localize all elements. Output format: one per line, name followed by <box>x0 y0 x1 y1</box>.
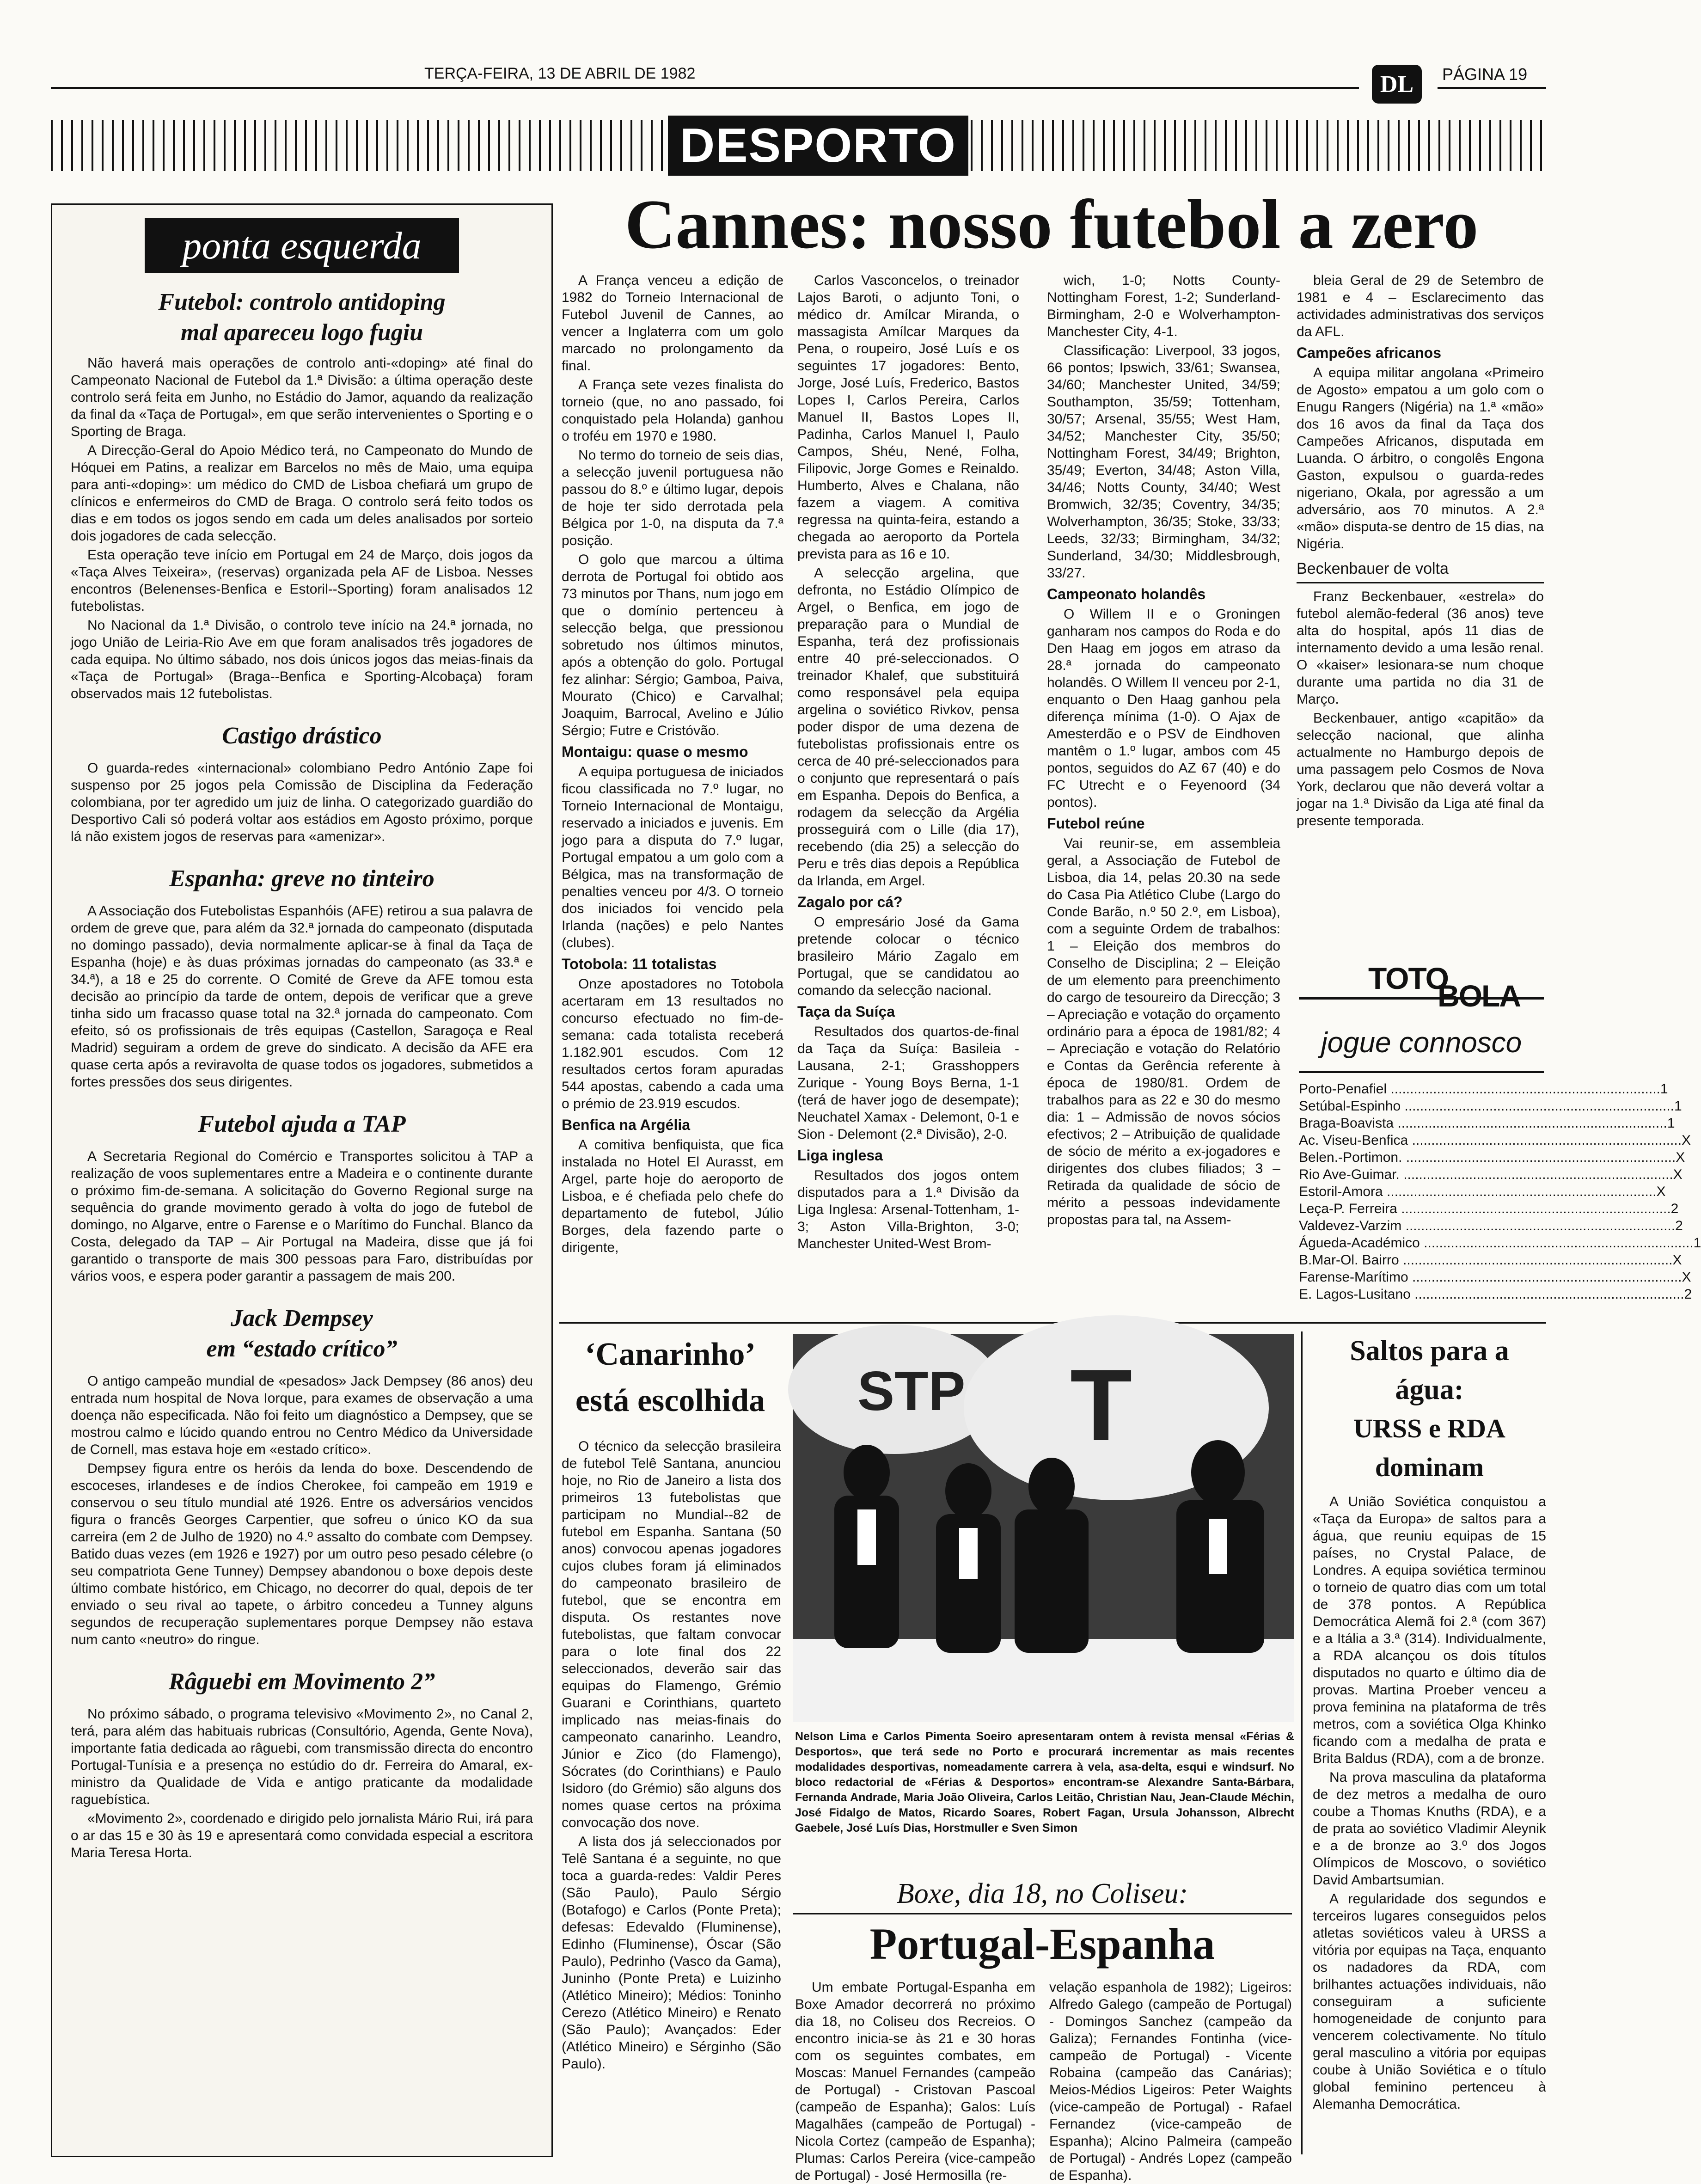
paragraph: Onze apostadores no Totobola acertaram em 13 resultados no concurso efectuado no fim-de-semana: cada totalista receberá 1.182.901 escudos. Com 12 resultados certos foram apuradas 544 apostas, cabendo a cada uma o prémio de 23.919 escudos. <box>562 976 783 1111</box>
saltos-head-3: dominam <box>1375 1452 1484 1482</box>
paragraph: Dempsey figura entre os heróis da lenda do boxe. Descendendo de escoceses, irlandeses e de índios Cherokee, foi campeão em 1919 e conservou o seu título mundial até 1926. Entre os adversários vencidos figura o francês Georges Carpentier, que sofreu o único KO da sua carreira (em 2 de Julho de 1920) no 4.º assalto do combate com Dempsey. Batido duas vezes (em 1926 e 1927) por um outro peso pesado célebre (o seu compatriota Gene Tunney) Dempsey abandonou o boxe depois deste último combate histórico, em Chicago, no decorrer do qual, depois de ter enviado o seu rival ao tapete, o árbitro concedeu a Tunney alguns segundos de recuperação suplementares porque Dempsey não estava num canto «neutro» do ringue. <box>71 1461 533 1647</box>
paragraph: wich, 1-0; Notts County-Nottingham Forest, 1-2; Sunderland-Birmingham, 2-0 e Wolverhampton-Manchester City, 4-1. <box>1047 273 1280 339</box>
totobola-match: Estoril-Amora ..... <box>1299 1183 1657 1200</box>
totobola-rule <box>1299 1071 1544 1073</box>
totobola-result: 2 <box>1670 1201 1679 1216</box>
boxe-headline: Portugal-Espanha <box>869 1919 1215 1969</box>
totobola-row <box>1299 1166 1683 1183</box>
section-title: DESPORTO <box>680 118 956 172</box>
subheading: Taça da Suíça <box>797 1003 895 1020</box>
cannes-col-4-content <box>1297 272 1544 829</box>
subheading: Benfica na Argélia <box>562 1117 691 1133</box>
tap-head: Futebol ajuda a TAP <box>198 1111 406 1137</box>
totobola-box <box>1299 957 1701 1318</box>
paragraph: A Associação dos Futebolistas Espanhóis (AFE) retirou a sua palavra de ordem de greve que, para além da 32.ª jornada do campeonato (disputada no domingo passado), devia normalmente aplicar-se à final da Taça de Espanha (hoje) e às duas próximas jornadas do campeonato (as 33.ª e 34.ª), a 18 e 25 do corrente. O Comité de Greve da AFE tomou esta decisão ao princípio da tarde de ontem, depois de verificar que a greve tinha sido um fracasso quase total na 32.ª jornada do campeonato. Com efeito, só os profissionais de três equipas (Castellon, Saragoça e Real Madrid) seguiram a ordem de greve do sindicato. A decisão da AFE era quase certa após a reviravolta de quase todos os jogadores, submetidos a fortes pressões dos seus dirigentes. <box>71 903 533 1090</box>
paragraph: bleia Geral de 29 de Setembro de 1981 e 4 – Esclarecimento das actividades administrativas dos serviços da AFL. <box>1297 273 1544 339</box>
totobola-result: 1 <box>1667 1116 1675 1131</box>
cannes-headline: Cannes: nosso futebol a zero <box>624 185 1479 263</box>
canarinho-head-1: ‘Canarinho’ <box>585 1337 756 1372</box>
totobola-row <box>1299 1252 1682 1269</box>
paragraph: A Secretaria Regional do Comércio e Transportes solicitou à TAP a realização de voos suplementares entre a Madeira e o continente durante o próximo fim-de-semana. A solicitação do Governo Regional surge na sequência do grande movimento gerado à volta do jogo de futebol de domingo, no Algarve, entre o Farense e o Marítimo do Funchal. Blanco da Costa, delegado da TAP – Air Portugal na Madeira, disse que já foi garantido o transporte de mais 300 pessoas para Faro, distribuídas por vários voos, e espera poder garantir a passagem de mais 200. <box>71 1149 533 1284</box>
saltos-body <box>1313 1493 1546 2168</box>
paragraph: O empresário José da Gama pretende colocar o técnico brasileiro Mário Zagalo em Portugal, que se candidatou ao comando da selecção nacional. <box>797 914 1019 998</box>
subheading: Beckenbauer de volta <box>1297 559 1544 583</box>
espanha-head: Espanha: greve no tinteiro <box>169 865 434 892</box>
totobola-logo-a: TOTO <box>1368 961 1448 995</box>
totobola-match: Porto-Penafiel ..... <box>1299 1080 1660 1098</box>
totobola-result: 1 <box>1693 1235 1701 1251</box>
page-rule <box>1438 87 1546 89</box>
raguebi-body <box>71 1705 533 1861</box>
section-hatch-left <box>51 120 666 171</box>
totobola-result: X <box>1682 1270 1691 1285</box>
espanha-body <box>71 902 533 1091</box>
totobola-row <box>1299 1149 1685 1166</box>
totobola-result: 1 <box>1660 1081 1668 1097</box>
totobola-result: X <box>1676 1150 1685 1165</box>
totobola-slogan: jogue connosco <box>1321 1027 1522 1059</box>
paragraph: A regularidade dos segundos e terceiros lugares conseguidos pelos atletas soviéticos valeu à URSS a vitória por equipas na Taça, enquanto os nadadores da RDA, com brilhantes actuações individuais, não conseguiram a suficiente homogeneidade de conjunto para vencerem colectivamente. No título geral masculino a vitória por equipas coube à União Soviética e o título global feminino pertenceu à Alemanha Democrática. <box>1313 1891 1546 2112</box>
totobola-result: X <box>1682 1133 1691 1148</box>
paragraph: Resultados dos quartos-de-final da Taça da Suíça: Basileia - Lausana, 2-1; Grasshoppers Zurique - Young Boys Berna, 1-1 (terá de haver jogo de desempate); Neuchatel Xamax - Delemont, 0-1 e Sion - Delemont (2.ª Divisão), 2-0. <box>797 1024 1019 1142</box>
dempsey-head-1: Jack Dempsey <box>231 1305 373 1331</box>
cannes-col-2-content <box>797 272 1019 1252</box>
totobola-logo <box>1299 957 1544 1017</box>
paragraph: A França venceu a edição de 1982 do Torneio Internacional de Futebol Juvenil de Cannes, ao vencer a Inglaterra com um golo marcado no prolongamento da final. <box>562 273 783 374</box>
paragraph: No Nacional da 1.ª Divisão, o controlo teve início na 24.ª jornada, no jogo União de Leiria-Rio Ave em que foram analisados três jogadores de cada equipa. No último sábado, nos dois únicos jogos das meias-finais da «Taça de Portugal» (Braga--Benfica e Sporting-Alcobaça) foram observados mais 12 futebolistas. <box>71 618 533 701</box>
totobola-match: Rio Ave-Guimar. ..... <box>1299 1166 1673 1183</box>
paragraph: Na prova masculina da plataforma de dez metros a medalha de ouro coube a Thomas Knuths (RDA), e a de prata ao soviético Vladimir Aleynik e a de bronze ao 3.º dos Jogos Olímpicos de Moscovo, o soviético David Ambartsumian. <box>1313 1770 1546 1888</box>
paragraph: Não haverá mais operações de controlo anti-«doping» até final do Campeonato Nacional de Futebol da 1.ª Divisão: a última operação deste controlo será feita em Junho, no Estádio do Jamor, aquando da realização da final da «Taça de Portugal», em que serão intervenientes o Sporting e o Sporting de Braga. <box>71 356 533 439</box>
paragraph: O antigo campeão mundial de «pesados» Jack Dempsey (86 anos) deu entrada num hospital de Nova Iorque, para exames de observação a uma doença não especificada. Não foi feito um diagnóstico a Dempsey, que se mostrou calmo e lúcido quando entrou no Centro Médico da Universidade de Cornell, mas estava hoje em «estado crítico». <box>71 1374 533 1457</box>
totobola-match: Setúbal-Espinho ..... <box>1299 1098 1674 1115</box>
antidoping-head-1: Futebol: controlo antidoping <box>158 289 446 315</box>
paragraph: A selecção argelina, que defronta, no Estádio Olímpico de Argel, o Benfica, em jogo de preparação para o Mundial de Espanha, terá dez profissionais entre 40 pré-seleccionados. O treinador Khalef, que substituirá como responsável pela equipa argelina o soviético Rivkov, pensa poder dispor de uma dezena de futebolistas profissionais entre os cerca de 40 pré-seleccionados para o conjunto que representará o país em Espanha. Depois do Benfica, a rodagem da selecção da Argélia prosseguirá com o Lille (dia 17), recebendo (dia 25) a selecção do Peru e três dias depois a República da Irlanda, em Argel. <box>797 565 1019 889</box>
totobola-row <box>1299 1080 1668 1098</box>
section-banner <box>668 116 968 176</box>
subheading: Totobola: 11 totalistas <box>562 956 717 972</box>
saltos-head-1: Saltos para a água: <box>1350 1335 1509 1405</box>
antidoping-body <box>71 355 533 702</box>
totobola-match: B.Mar-Ol. Bairro ..... <box>1299 1252 1673 1269</box>
totobola-logo-b: BOLA <box>1438 979 1520 1013</box>
cannes-col-3 <box>1047 272 1280 1317</box>
subheading: Campeonato holandês <box>1047 586 1206 602</box>
ponta-box <box>51 203 553 2157</box>
paragraph: Classificação: Liverpool, 33 jogos, 66 pontos; Ipswich, 33/61; Swansea, 34/60; Manchester United, 34/59; Southampton, 35/59; Tottenham, 30/57; Arsenal, 35/55; West Ham, 34/52; Manchester City, 35/50; Nottingham Forest, 34/49; Brighton, 35/49; Everton, 34/48; Aston Villa, 34/46; Notts County, 34/40; West Bromwich, 32/35; Coventry, 34/35; Wolverhampton, 36/35; Stoke, 33/33; Leeds, 32/33; Birmingham, 34/32; Sunderland, 34/30; Middlesbrough, 33/27. <box>1047 343 1280 581</box>
paragraph: A equipa portuguesa de iniciados ficou classificada no 7.º lugar, no Torneio Internacional de Montaigu, reservado a iniciados e juvenis. Em jogo para a disputa do 7.º lugar, Portugal empatou a um golo com a Bélgica, mas na transformação de penalties venceu por 4/3. O torneio dos iniciados foi vencido pela Irlanda (nações) e pelo Nantes (clubes). <box>562 764 783 951</box>
totobola-result: 2 <box>1675 1218 1683 1233</box>
totobola-match: E. Lagos-Lusitano ..... <box>1299 1286 1684 1303</box>
totobola-result: X <box>1672 1252 1682 1268</box>
boxe-kicker: Boxe, dia 18, no Coliseu: <box>793 1877 1292 1914</box>
ponta-content <box>52 273 551 1861</box>
totobola-match: Águeda-Académico ..... <box>1299 1234 1694 1252</box>
paragraph: O guarda-redes «internacional» colombiano Pedro António Zape foi suspenso por 25 jogos pela Comissão de Disciplina da Federação colombiana, por ter agredido um juiz de linha. O categorizado guardião do Desportivo Cali só poderá voltar aos estádios em Agosto próximo, porque lá não existem jogos de reservas para «amenizar». <box>71 761 533 844</box>
dempsey-head-2: em “estado crítico” <box>206 1336 398 1362</box>
totobola-row <box>1299 1217 1683 1234</box>
totobola-row <box>1299 1269 1691 1286</box>
totobola-result: 2 <box>1684 1287 1692 1302</box>
photo-illustration <box>793 1334 1294 1722</box>
cannes-col-1 <box>562 272 783 1317</box>
paragraph: Franz Beckenbauer, «estrela» do futebol alemão-federal (36 anos) teve alta do hospital, após 11 dias de internamento devido a uma lesão renal. O «kaiser» lesionara-se num choque durante uma partida no dia 31 de Março. <box>1297 589 1544 707</box>
logo-text: DL <box>1380 71 1414 98</box>
paragraph: A lista dos já seleccionados por Telê Santana é a seguinte, no que toca a guarda-redes: Valdir Peres (São Paulo), Paulo Sérgio (Botafogo) e Carlos (Ponte Preta); defesas: Edevaldo (Fluminense), Edinho (Fluminense), Óscar (São Paulo), Pedrinho (Vasco da Gama), Juninho (Ponte Preta) e Luizinho (Atlético Mineiro); Médios: Toninho Cerezo (Atlético Mineiro) e Renato (São Paulo); Avançados: Eder (Atlético Mineiro) e Sérginho (São Paulo). <box>562 1834 781 2072</box>
cannes-col-3-content <box>1047 272 1280 1228</box>
paragraph: O técnico da selecção brasileira de futebol Telê Santana, anunciou hoje, no Rio de Janeiro a lista dos primeiros 13 futebolistas que participam no Mundial--82 de futebol em Espanha. Santana (50 anos) convocou apenas jogadores cujos clubes foram já eliminados do campeonato brasileiro de futebol, que se encontra em disputa. Os restantes nove futebolistas, que faltam convocar para o lote final dos 22 seleccionados, deverão sair das equipas do Flamengo, Grémio Guarani e Corinthians, quarteto implicado nas meias-finais do campeonato canarinho. Leandro, Júnior e Zico (do Flamengo), Sócrates (do Corinthians) e Paulo Isidoro (do Grémio) são alguns dos nomes quase certos na próxima convocação dos nove. <box>562 1439 781 1830</box>
lower-rule <box>559 1322 1546 1324</box>
totobola-row <box>1299 1200 1679 1217</box>
page-number: PÁGINA 19 <box>1442 65 1528 84</box>
totobola-list <box>1299 1080 1701 1303</box>
totobola-result: 1 <box>1674 1098 1682 1114</box>
masthead-date: TERÇA-FEIRA, 13 DE ABRIL DE 1982 <box>424 65 696 82</box>
subheading: Futebol reúne <box>1047 815 1145 832</box>
totobola-row <box>1299 1234 1701 1252</box>
saltos-box <box>1301 1331 1546 2154</box>
paragraph: «Movimento 2», coordenado e dirigido pelo jornalista Mário Rui, irá para o ar das 15 e 30 às 19 e apresentará como convidada especial a escritora Maria Teresa Horta. <box>71 1811 533 1860</box>
antidoping-head-2: mal apareceu logo fugiu <box>180 319 423 346</box>
totobola-result: X <box>1656 1184 1666 1199</box>
totobola-match: Valdevez-Varzim ..... <box>1299 1217 1675 1234</box>
totobola-row <box>1299 1132 1691 1149</box>
totobola-match: Belen.-Portimon. ..... <box>1299 1149 1676 1166</box>
tap-body <box>71 1148 533 1285</box>
paragraph: No próximo sábado, o programa televisivo «Movimento 2», no Canal 2, terá, para além das habituais rubricas (Consultório, Agenda, Gente Nova), importante fatia dedicada ao râguebi, com transmissão directa do encontro Portugal-Tunísia e a presença no estúdio do dr. Ferreira do Amaral, ex-ministro da Qualidade de Vida e antigo praticante da modalidade raguebística. <box>71 1706 533 1807</box>
paragraph: Resultados dos jogos ontem disputados para a 1.ª Divisão da Liga Inglesa: Arsenal-Tottenham, 1-3; Aston Villa-Brighton, 3-0; Manchester United-West Brom- <box>797 1168 1019 1252</box>
dempsey-body <box>71 1373 533 1648</box>
totobola-match: Braga-Boavista ..... <box>1299 1115 1667 1132</box>
cannes-col-1-content <box>562 272 783 1256</box>
cannes-col-2 <box>797 272 1019 1317</box>
canarinho-head-2: está escolhida <box>575 1383 765 1418</box>
boxe-col-2: velação espanhola de 1982); Ligeiros: Alfredo Galego (campeão de Portugal) - Domingos Sanchez (campeão da Galiza); Fernandes Fontinha (vice-campeão de Portugal) - Vicente Robaina (campeão das Canárias); Meios-Médios Ligeiros: Peter Waights (vice-campeão de Portugal) - Rafael Fernandez (vice-campeão de Espanha); Alcino Palmeira (campeão de Portugal) - Andrés Lopez (campeão de Espanha). <box>1049 1980 1292 2183</box>
paragraph: Beckenbauer, antigo «capitão» da selecção nacional, que alinha actualmente no Hamburgo depois de uma passagem pelo Cosmos de Nova York, declarou que não deverá voltar a jogar na 1.ª Divisão da Liga até final da presente temporada. <box>1297 711 1544 828</box>
boxe-col-1: Um embate Portugal-Espanha em Boxe Amador decorrerá no próximo dia 18, no Coliseu dos Recreios. O encontro inicia-se às 21 e 30 horas com os seguintes combates, em Moscas: Manuel Fernandes (campeão de Portugal) - Cristovan Pascoal (campeão de Espanha); Galos: Luís Magalhães (campeão de Portugal) - Nicola Cortez (campeão de Espanha); Plumas: Carlos Pereira (vice-campeão de Portugal) - José Hermosilla (re- <box>795 1980 1035 2183</box>
ponta-title: ponta esquerda <box>182 224 422 267</box>
ponta-title-bar <box>145 218 459 273</box>
paragraph: A União Soviética conquistou a «Taça da Europa» de saltos para a água, que reuniu equipas de 15 países, no Crystal Palace, de Londres. A equipa soviética terminou o torneio de quatro dias com um total de 378 pontos. A República Democrática Alemã foi 2.ª (com 367) e a Itália a 3.ª (314). Individualmente, a RDA alcançou os dois títulos disputados no quarto e último dia de provas. Martina Proeber venceu a prova feminina na plataforma de três metros, com a soviética Olga Khinko ficando com a medalha de prata e Brita Baldus (RDA), com a de bronze. <box>1313 1494 1546 1766</box>
totobola-row <box>1299 1286 1692 1303</box>
paragraph: Vai reunir-se, em assembleia geral, a Associação de Futebol de Lisboa, dia 14, pelas 20.30 na sede do Casa Pia Atlético Clube (Largo do Conde Barão, n.º 50 2.º, em Lisboa), com a seguinte Ordem de trabalhos: 1 – Eleição dos membros do Conselho de Disciplina; 2 – Eleição de um elemento para preenchimento do cargo de tesoureiro da Direcção; 3 – Apreciação e votação do orçamento ordinário para a época de 1981/82; 4 – Apreciação e votação do Relatório e Contas da Gerência referente à época de 1980/81. Ordem de trabalhos para as 22 e 30 do mesmo dia: 1 – Admissão de novos sócios efectivos; 2 – Atribuição de qualidade de sócio de mérito a ex-jogadores e dirigentes dos clubes filiados; 3 – Retirada da qualidade de sócio de mérito a pessoas indevidamente propostas para tal, na Assem- <box>1047 836 1280 1227</box>
subheading: Liga inglesa <box>797 1147 883 1164</box>
svg-text:T: T <box>1070 1348 1132 1462</box>
totobola-row <box>1299 1183 1666 1200</box>
saltos-head-2: URSS e RDA <box>1353 1413 1505 1443</box>
paragraph: No termo do torneio de seis dias, a selecção juvenil portuguesa não passou do 8.º e último lugar, depois de hoje ter sido derrotada pela Bélgica por 1-0, na disputa da 7.ª posição. <box>562 448 783 548</box>
paragraph: A Direcção-Geral do Apoio Médico terá, no Campeonato do Mundo de Hóquei em Patins, a realizar em Barcelos no mês de Maio, uma equipa para anti-«doping»: um médico do CMD de Lisboa chefiará um grupo de clínicos e enfermeiros do CMD de Braga. O controlo será feito todos os dias e em todos os jogos sendo em cada um deles analisados por sorteio dois jogadores de cada selecção. <box>71 443 533 544</box>
paragraph: Esta operação teve início em Portugal em 24 de Março, dois jogos da «Taça Alves Teixeira», (reservas) organizada pela AF de Lisboa. Nesses encontros (Belenenses-Benfica e Estoril--Sporting) foram analisados 12 futebolistas. <box>71 547 533 614</box>
raguebi-head: Râguebi em Movimento 2” <box>168 1669 435 1695</box>
subheading: Montaigu: quase o mesmo <box>562 743 748 760</box>
photo-caption: Nelson Lima e Carlos Pimenta Soeiro apresentaram ontem à revista mensal «Férias & Desportos», que terá sede no Porto e procurará incrementar as mais recentes modalidades desportivas, nomeadamente carrera à vela, asa-delta, esqui e windsurf. No bloco redactorial de «Férias & Desportos» encontram-se Alexandre Santa-Bárbara, Fernanda Andrade, Maria João Oliveira, Carlos Leitão, Christian Nau, Jean-Claude Méchin, José Fidalgo de Matos, Ricardo Soares, Robert Fagan, Ursula Johansson, Albrecht Gaebele, José Luís Dias, Horstmuller e Sven Simon <box>795 1730 1294 1834</box>
cannes-col-4 <box>1297 272 1544 928</box>
castigo-head: Castigo drástico <box>222 723 382 749</box>
canarinho-body <box>562 1438 781 2141</box>
totobola-result: X <box>1673 1167 1683 1182</box>
svg-text:STP: STP <box>857 1360 966 1422</box>
totobola-match: Farense-Marítimo ..... <box>1299 1269 1682 1286</box>
paragraph: Carlos Vasconcelos, o treinador Lajos Baroti, o adjunto Toni, o médico dr. Amílcar Miranda, o massagista Amílcar Marques da Pena, o roupeiro, José Luís e os seguintes 17 jogadores: Bento, Jorge, José Luís, Frederico, Bastos Lopes I, Carlos Pereira, Carlos Manuel II, Bastos Lopes II, Padinha, Carlos Manuel I, Paulo Campos, Shéu, Nené, Folha, Filipovic, Jorge Gomes e Reinaldo. Humberto, Alves e Chalana, não fazem a viagem. A comitiva regressa na quinta-feira, estando a chegada ao aeroporto da Portela prevista para as 16 e 10. <box>797 273 1019 562</box>
paragraph: A comitiva benfiquista, que fica instalada no Hotel El Aurasst, em Argel, parte hoje do aeroporto de Lisboa, e é chefiada pelo chefe do departamento de futebol, Júlio Borges, dela fazendo parte o dirigente, <box>562 1137 783 1255</box>
subheading: Campeões africanos <box>1297 344 1442 361</box>
paragraph: A França sete vezes finalista do torneio (que, no ano passado, foi conquistado pela Holanda) ganhou o troféu em 1970 e 1980. <box>562 377 783 444</box>
press-photo <box>793 1334 1294 1722</box>
totobola-row <box>1299 1115 1675 1132</box>
paragraph: O golo que marcou a última derrota de Portugal foi obtido aos 73 minutos por Thans, num jogo em que o domínio pertenceu à selecção belga, que pressionou sobretudo nos últimos minutos, após a obtenção do golo. Portugal fez alinhar: Sérgio; Gamboa, Paiva, Mourato (Chico) e Carvalhal; Joaquim, Barrocal, Avelino e Júlio Sérgio; Futre e Cristóvão. <box>562 552 783 738</box>
masthead-rule <box>51 87 1359 89</box>
section-hatch-right <box>971 120 1548 171</box>
paragraph: O Willem II e o Groningen ganharam nos campos do Roda e do Den Haag em jogos em atraso da 28.ª jornada do campeonato holandês. O Willem II venceu por 2-1, enquanto o Den Haag ganhou pela diferença mínima (1-0). O Ajax de Amesterdão e o PSV de Eindhoven mantêm o 1.º lugar, ambos com 45 pontos, seguidos do AZ 67 (40) e do FC Utrecht e o Feyenoord (34 pontos). <box>1047 607 1280 810</box>
masthead-logo <box>1372 65 1422 104</box>
totobola-match: Leça-P. Ferreira ..... <box>1299 1200 1671 1217</box>
paragraph: A equipa militar angolana «Primeiro de Agosto» empatou a um golo com o Enugu Rangers (Nigéria) na 1.ª «mão» dos 16 avos da final da Taça dos Campeões Africanos, disputada em Luanda. O árbitro, o congolês Engona Gaston, expulsou o guarda-redes nigeriano, Okala, por agressão a um adversário, aos 70 minutos. A 2.ª «mão» disputa-se dentro de 15 dias, na Nigéria. <box>1297 365 1544 552</box>
totobola-match: Ac. Viseu-Benfica ..... <box>1299 1132 1682 1149</box>
subheading: Zagalo por cá? <box>797 894 903 910</box>
totobola-row <box>1299 1098 1682 1115</box>
castigo-body <box>71 760 533 845</box>
